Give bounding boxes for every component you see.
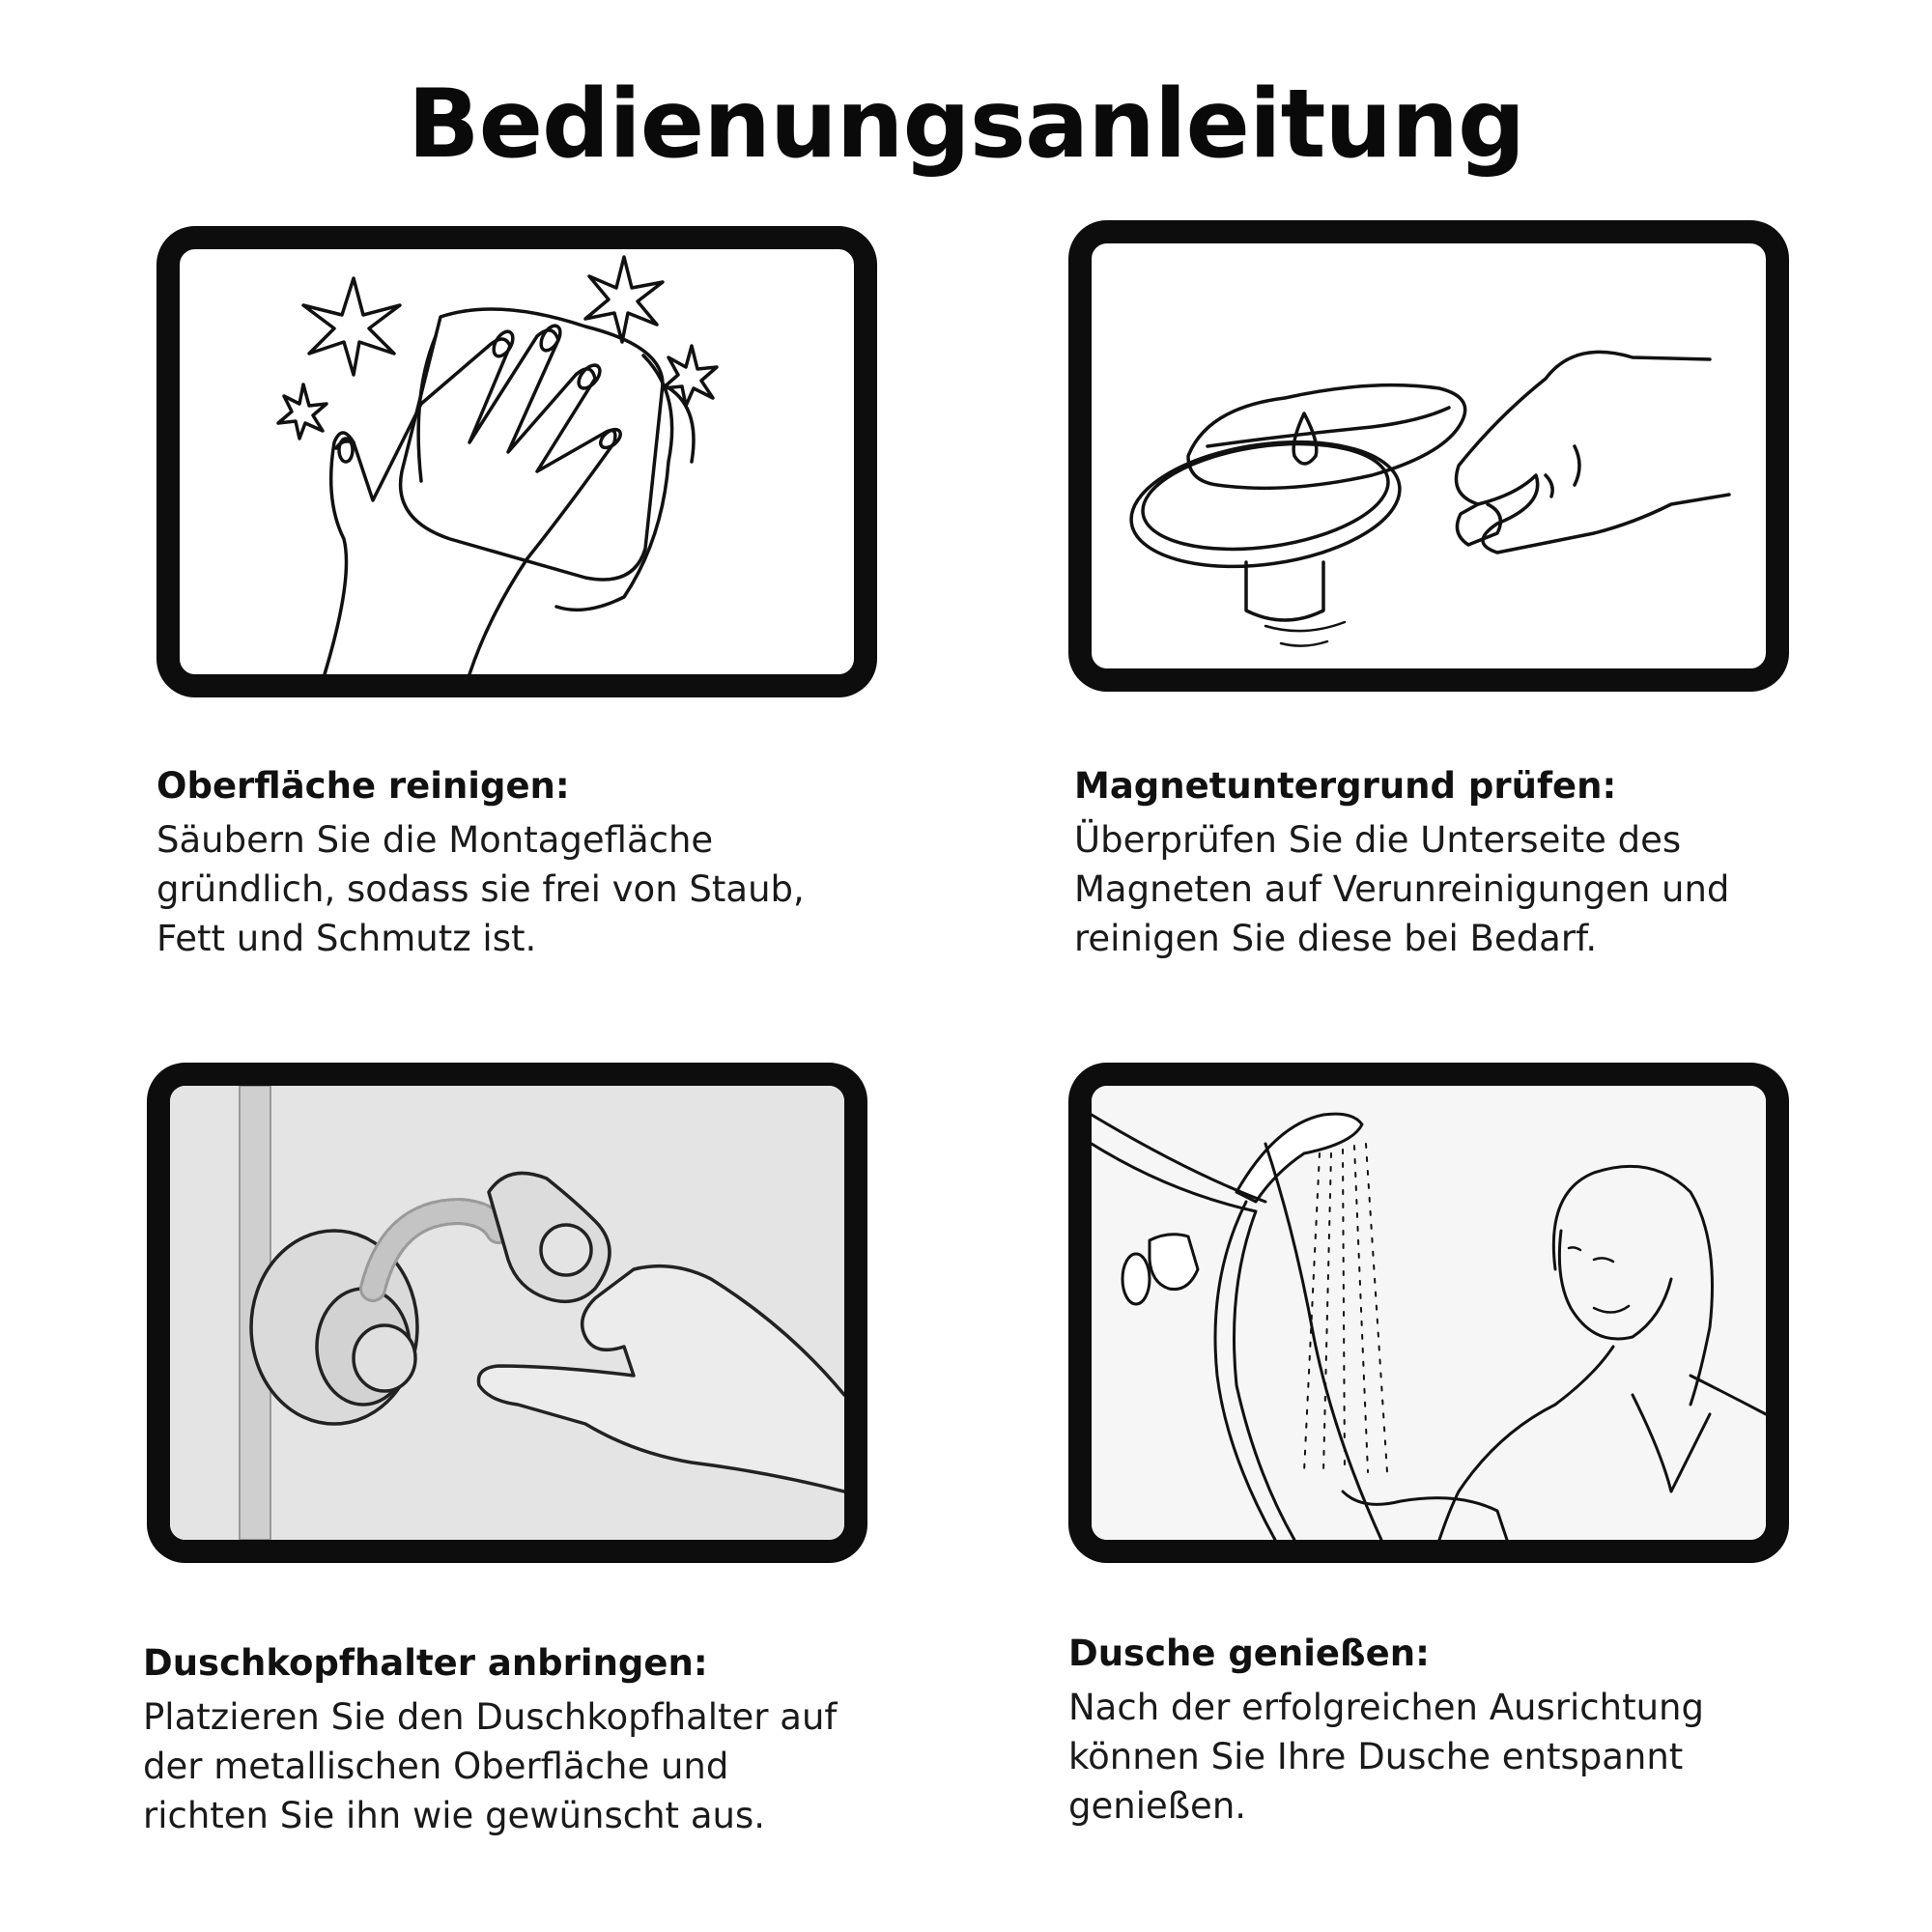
hand-holding-magnet-illustration (1092, 243, 1766, 668)
illustration-frame-attach-holder (147, 1063, 867, 1563)
magnet-disc (1123, 426, 1408, 582)
hand-outline (1457, 352, 1730, 553)
step-1-description (156, 815, 805, 963)
sparkle-icon (278, 384, 327, 439)
sparkle-icon (303, 278, 400, 375)
cloth-outline (1188, 385, 1465, 489)
step-4-line: können Sie Ihre Dusche entspannt (1068, 1736, 1684, 1777)
illustration-frame-clean-surface (156, 226, 877, 697)
hand-wiping-cloth-illustration (180, 249, 854, 674)
cloth-outline (401, 309, 663, 580)
step-4-line: genießen. (1068, 1785, 1247, 1827)
holder-clip (1150, 1235, 1198, 1290)
step-3-line: Platzieren Sie den Duschkopfhalter auf (143, 1696, 838, 1738)
step-3-heading: Duschkopfhalter anbringen: (143, 1642, 708, 1684)
step-4-heading: Dusche genießen: (1068, 1633, 1430, 1674)
page-title: Bedienungsanleitung (407, 70, 1525, 180)
woman-showering-illustration (1092, 1086, 1766, 1540)
step-3-description (143, 1692, 837, 1840)
step-3-line: richten Sie ihn wie gewünscht aus. (143, 1795, 765, 1836)
step-4-description (1068, 1683, 1704, 1831)
illustration-frame-check-magnet (1068, 220, 1789, 692)
step-1-line: Säubern Sie die Montagefläche (156, 819, 714, 861)
step-1-heading: Oberfläche reinigen: (156, 765, 570, 807)
step-2-description (1074, 815, 1729, 963)
step-2-heading: Magnetuntergrund prüfen: (1074, 765, 1617, 807)
step-2-line: Magneten auf Verunreinigungen und (1074, 868, 1730, 910)
water-drop-icon (1293, 413, 1317, 464)
sparkle-icon (663, 346, 717, 406)
step-1-line: gründlich, sodass sie frei von Staub, (156, 868, 805, 910)
step-2-line: Überprüfen Sie die Unterseite des (1074, 819, 1682, 861)
step-3-line: der metallischen Oberfläche und (143, 1746, 729, 1787)
hand-attaching-holder-illustration (170, 1086, 844, 1540)
illustration-frame-enjoy-shower (1068, 1063, 1789, 1563)
step-4-line: Nach der erfolgreichen Ausrichtung (1068, 1687, 1704, 1728)
hand-outline (325, 330, 615, 674)
step-1-line: Fett und Schmutz ist. (156, 918, 537, 959)
step-2-line: reinigen Sie diese bei Bedarf. (1074, 918, 1598, 959)
